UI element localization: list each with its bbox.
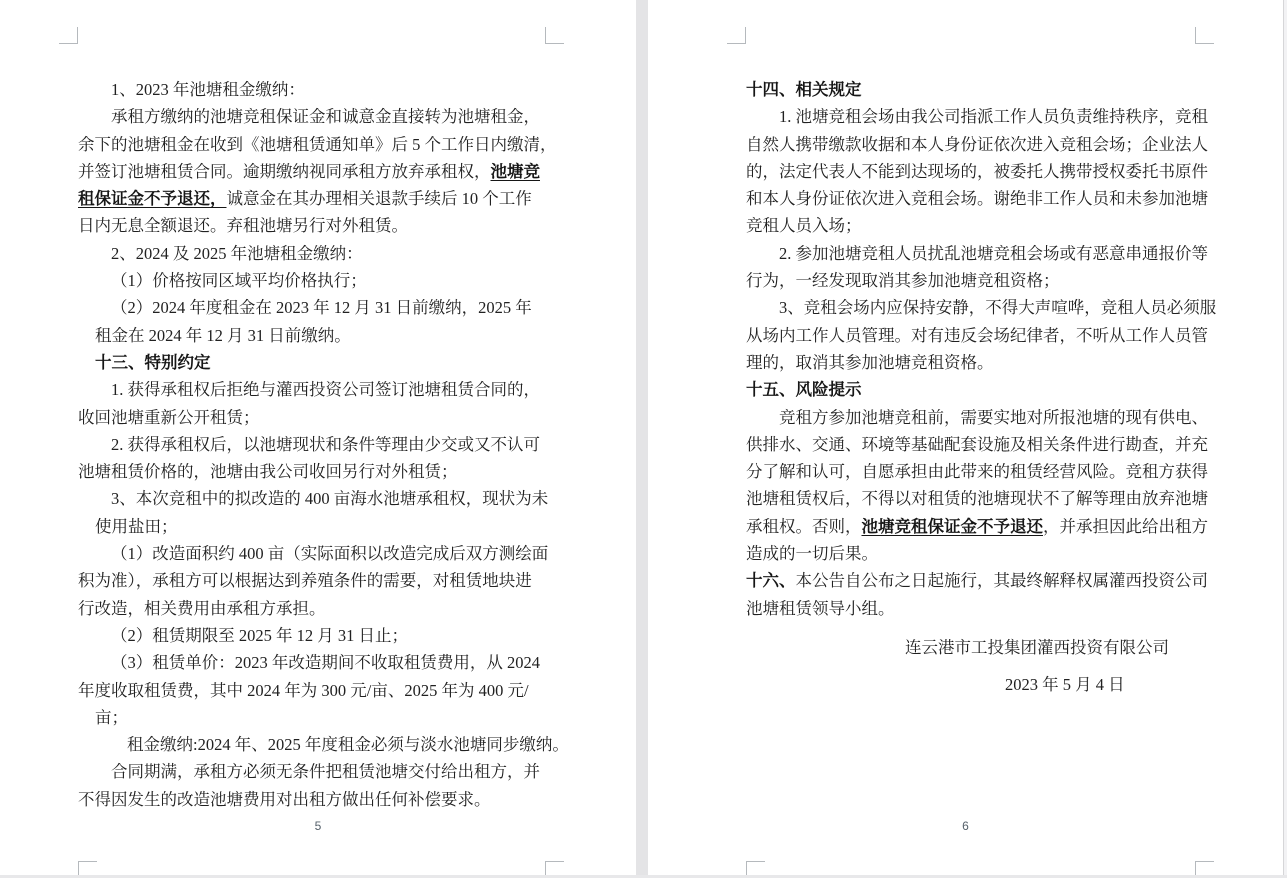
text-line bbox=[746, 103, 1208, 130]
emphasized-text: 十五、风险提示 bbox=[746, 380, 862, 400]
text-segment: （2）租赁期限至 2025 年 12 月 31 日止； bbox=[111, 625, 408, 645]
text-segment: 2. 获得承租权后，以池塘现状和条件等理由少交或又不认可 bbox=[111, 434, 540, 454]
text-line bbox=[746, 158, 1208, 185]
signature-date: 2023 年 5 月 4 日 bbox=[1005, 675, 1125, 694]
text-segment: 本公告自公布之日起施行，其最终解释权属灌西投资公司 bbox=[795, 571, 1208, 591]
margin-corner-mark bbox=[545, 27, 564, 44]
text-segment: （2）2024 年度租金在 2023 年 12 月 31 日前缴纳，2025 年 bbox=[111, 298, 532, 318]
text-line bbox=[746, 131, 1208, 158]
page-gutter bbox=[636, 0, 648, 878]
text-segment: 自然人携带缴款收据和本人身份证依次进入竞租会场；企业法人 bbox=[746, 134, 1208, 154]
text-line bbox=[78, 567, 546, 594]
text-segment: 池塘租赁权后，不得以对租赁的池塘现状不了解等理由放弃池塘 bbox=[746, 489, 1208, 509]
text-line bbox=[78, 267, 546, 294]
text-line bbox=[78, 595, 546, 622]
text-segment: （1）改造面积约 400 亩（实际面积以改造完成后双方测绘面 bbox=[111, 544, 549, 564]
text-line bbox=[78, 704, 546, 731]
emphasized-text: 十六、 bbox=[746, 571, 796, 591]
text-segment: 日内无息全额退还。弃租池塘另行对外租赁。 bbox=[78, 216, 408, 236]
text-segment: （1）价格按同区域平均价格执行； bbox=[111, 271, 367, 291]
text-line bbox=[746, 294, 1217, 321]
margin-corner-mark bbox=[59, 27, 78, 44]
text-segment: 收回池塘重新公开租赁； bbox=[78, 407, 260, 427]
text-line bbox=[746, 485, 1208, 512]
text-segment: 1、2023 年池塘租金缴纳： bbox=[111, 80, 305, 99]
margin-corner-mark bbox=[727, 27, 746, 44]
text-line bbox=[78, 513, 546, 540]
text-segment: 2、2024 及 2025 年池塘租金缴纳： bbox=[111, 243, 363, 263]
text-segment: 竞租方参加池塘竞租前，需要实地对所报池塘的现有供电、 bbox=[779, 407, 1208, 427]
text-line bbox=[78, 731, 569, 758]
text-line bbox=[746, 76, 1198, 103]
text-line bbox=[746, 431, 1208, 458]
text-segment: ，并承担因此给出租方 bbox=[1043, 516, 1208, 536]
emphasized-text: 池塘竞租保证金不予退还 bbox=[861, 516, 1043, 536]
text-line bbox=[746, 322, 1208, 349]
text-segment: 诚意金在其办理相关退款手续后 10 个工作 bbox=[226, 189, 532, 209]
text-segment: 供排水、交通、环境等基础配套设施及相关条件进行勘查，并充 bbox=[746, 434, 1208, 454]
text-line bbox=[78, 240, 546, 267]
text-line bbox=[746, 349, 1198, 376]
page-6-text bbox=[746, 76, 1217, 622]
text-segment: 租金缴纳:2024 年、2025 年度租金必须与淡水池塘同步缴纳。 bbox=[127, 735, 569, 755]
text-segment: 和本人身份证依次进入竞租会场。谢绝非工作人员和未参加池塘 bbox=[746, 189, 1208, 209]
text-line bbox=[78, 786, 546, 813]
text-segment: 从场内工作人员管理。对有违反会场纪律者，不听从工作人员管 bbox=[746, 325, 1208, 345]
text-segment: 使用盐田； bbox=[95, 516, 178, 536]
text-segment: 积为准），承租方可以根据达到养殖条件的需要，对租赁地块进 bbox=[78, 571, 532, 591]
text-segment: 造成的一切后果。 bbox=[746, 544, 878, 564]
emphasized-text: 池塘竞 bbox=[490, 161, 540, 181]
text-line bbox=[746, 458, 1208, 485]
text-segment: 并签订池塘租赁合同。逾期缴纳视同承租方放弃承租权， bbox=[78, 161, 491, 181]
text-line bbox=[78, 103, 546, 130]
document-page-5[interactable] bbox=[0, 0, 636, 878]
text-line bbox=[78, 376, 546, 403]
page-right-edge bbox=[1283, 0, 1287, 878]
text-line bbox=[78, 212, 546, 239]
text-line bbox=[78, 485, 549, 512]
text-line bbox=[78, 185, 546, 212]
text-line bbox=[746, 212, 1198, 239]
text-segment: 租金在 2024 年 12 月 31 日前缴纳。 bbox=[95, 325, 351, 345]
text-line bbox=[78, 294, 546, 321]
text-line bbox=[78, 76, 546, 103]
margin-corner-mark bbox=[1195, 27, 1214, 44]
text-line bbox=[746, 404, 1208, 431]
emphasized-text: 租保证金不予退还， bbox=[78, 189, 227, 209]
text-segment: 承租方缴纳的池塘竞租保证金和诚意金直接转为池塘租金， bbox=[111, 107, 540, 127]
text-segment: 竞租人员入场； bbox=[746, 216, 862, 236]
page-number: 5 bbox=[314, 819, 322, 833]
document-page-6[interactable] bbox=[648, 0, 1283, 878]
text-line bbox=[746, 567, 1208, 594]
text-line bbox=[78, 431, 546, 458]
emphasized-text: 十四、相关规定 bbox=[746, 80, 862, 99]
text-segment: 合同期满，承租方必须无条件把租赁池塘交付给出租方，并 bbox=[111, 762, 540, 782]
text-segment: 行改造，相关费用由承租方承担。 bbox=[78, 598, 326, 618]
text-segment: 3、本次竞租中的拟改造的 400 亩海水池塘承租权，现状为未 bbox=[111, 489, 549, 509]
signature-company: 连云港市工投集团灌西投资有限公司 bbox=[905, 638, 1169, 657]
text-line bbox=[746, 540, 1198, 567]
text-line bbox=[746, 240, 1208, 267]
text-line bbox=[78, 677, 546, 704]
text-segment: 3、竞租会场内应保持安静，不得大声喧哗，竞租人员必须服 bbox=[779, 298, 1217, 318]
text-segment: 的，法定代表人不能到达现场的，被委托人携带授权委托书原件 bbox=[746, 161, 1208, 181]
text-segment: 池塘租赁价格的，池塘由我公司收回另行对外租赁； bbox=[78, 462, 458, 482]
text-line bbox=[78, 349, 546, 376]
page-number: 6 bbox=[962, 819, 969, 833]
text-line bbox=[78, 458, 546, 485]
text-segment: 年度收取租赁费，其中 2024 年为 300 元/亩、2025 年为 400 元/ bbox=[78, 680, 529, 700]
text-segment: 2. 参加池塘竞租人员扰乱池塘竞租会场或有恶意串通报价等 bbox=[779, 243, 1208, 263]
text-line bbox=[78, 622, 546, 649]
text-line bbox=[78, 404, 546, 431]
text-segment: 理的，取消其参加池塘竞租资格。 bbox=[746, 352, 994, 372]
text-segment: 行为，一经发现取消其参加池塘竞租资格； bbox=[746, 271, 1060, 291]
text-line bbox=[78, 322, 546, 349]
text-segment: 1. 获得承租权后拒绝与灌西投资公司签订池塘租赁合同的， bbox=[111, 380, 540, 400]
text-segment: 分了解和认可，自愿承担由此带来的租赁经营风险。竞租方获得 bbox=[746, 462, 1208, 482]
text-segment: 不得因发生的改造池塘费用对出租方做出任何补偿要求。 bbox=[78, 789, 491, 809]
text-segment: 1. 池塘竞租会场由我公司指派工作人员负责维持秩序，竞租 bbox=[779, 107, 1208, 127]
text-line bbox=[746, 595, 1198, 622]
text-line bbox=[746, 267, 1198, 294]
text-line bbox=[78, 158, 546, 185]
text-line bbox=[746, 376, 1198, 403]
emphasized-text: 十三、特别约定 bbox=[95, 352, 211, 372]
text-line bbox=[746, 513, 1208, 540]
text-line bbox=[78, 131, 557, 158]
text-segment: 承租权。否则， bbox=[746, 516, 862, 536]
text-line bbox=[746, 185, 1208, 212]
text-segment: 池塘租赁领导小组。 bbox=[746, 598, 895, 618]
text-line bbox=[78, 758, 546, 785]
text-segment: （3）租赁单价：2023 年改造期间不收取租赁费用，从 2024 bbox=[111, 653, 540, 673]
text-line bbox=[78, 540, 549, 567]
page-5-text bbox=[78, 76, 569, 813]
text-segment: 亩； bbox=[95, 707, 128, 727]
text-line bbox=[78, 649, 546, 676]
text-segment: 余下的池塘租金在收到《池塘租赁通知单》后 5 个工作日内缴清， bbox=[78, 134, 557, 154]
